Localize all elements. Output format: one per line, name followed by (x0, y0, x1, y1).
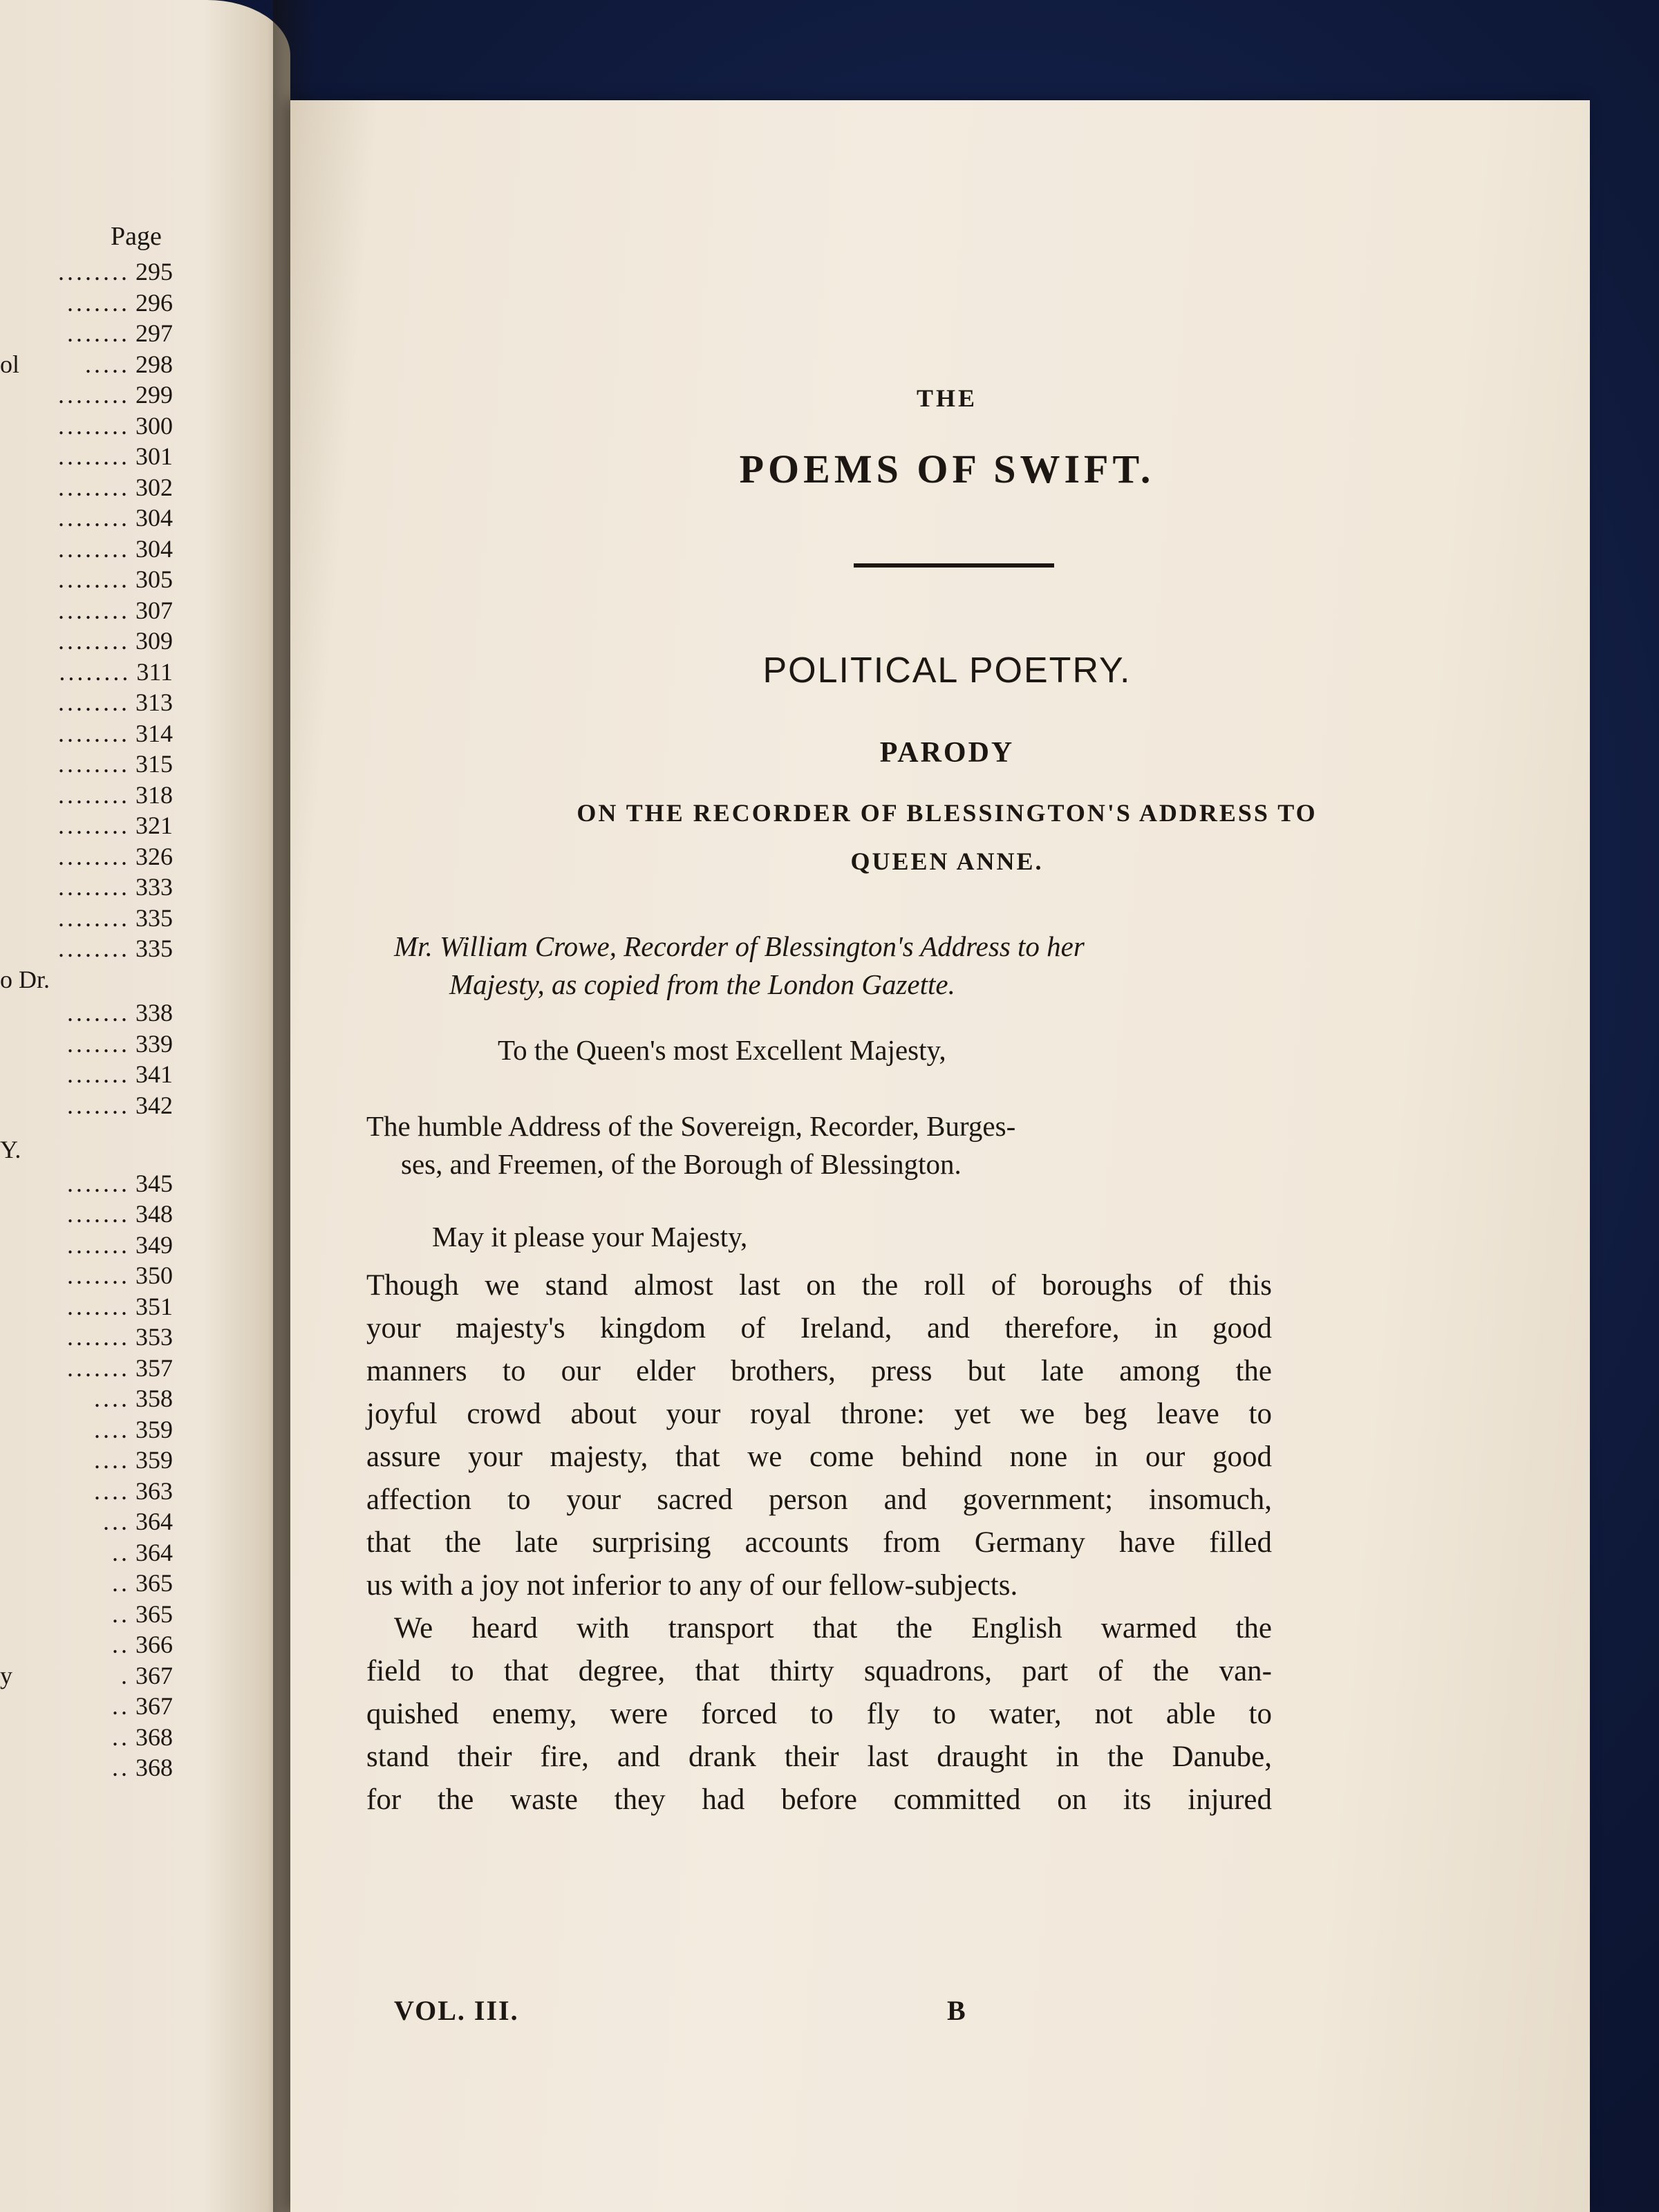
toc-page-number: 299 (135, 381, 173, 409)
toc-leader-dots: ....... (67, 1169, 130, 1197)
toc-leader-dots: ........ (58, 381, 130, 409)
toc-page-number: 367 (135, 1661, 173, 1689)
book-title: POEMS OF SWIFT. (739, 447, 1155, 491)
toc-page-number: 358 (135, 1385, 173, 1412)
toc-entry (0, 1630, 173, 1659)
toc-page-number: 353 (135, 1323, 173, 1351)
toc-leader-dots: ........ (58, 565, 130, 593)
left-page-toc (0, 0, 290, 2212)
toc-entry (0, 1292, 173, 1321)
toc-page-number: 298 (135, 350, 173, 378)
paragraph-1-line: that the late surprising accounts from Germany have filled (366, 1526, 1272, 1559)
toc-leader-dots: ... (103, 1508, 130, 1535)
toc-page-number: 309 (135, 627, 173, 655)
toc-entry (0, 288, 173, 317)
toc-leader-dots: .... (94, 1446, 130, 1474)
toc-page-number: 364 (135, 1508, 173, 1535)
toc-entry (0, 1691, 173, 1721)
toc-leader-dots: ........ (59, 657, 131, 686)
toc-entry (0, 1091, 173, 1120)
toc-leader-dots: ....... (67, 999, 130, 1027)
toc-leader-dots: ....... (67, 1230, 130, 1259)
toc-page-number: 351 (135, 1292, 173, 1320)
toc-leader-dots: ........ (58, 935, 130, 962)
toc-leader-dots: .... (94, 1415, 130, 1443)
toc-entry (0, 1169, 173, 1198)
toc-entry (0, 842, 173, 871)
toc-entry (0, 657, 173, 686)
toc-entry-prefix: y (0, 1661, 12, 1689)
toc-leader-dots: ....... (67, 1262, 130, 1289)
paragraph-2-line: We heard with transport that the English warmed the (394, 1612, 1272, 1644)
toc-entry (0, 998, 173, 1027)
humble-address-line-1: The humble Address of the Sovereign, Recorder, Burges- (366, 1110, 1016, 1142)
toc-entry (0, 749, 173, 778)
toc-entry (0, 1445, 173, 1474)
toc-page-number: 368 (135, 1754, 173, 1781)
toc-leader-dots: ........ (58, 411, 130, 440)
toc-page-number: 365 (135, 1600, 173, 1628)
toc-leader-dots: .. (112, 1631, 130, 1658)
toc-leader-dots: . (121, 1661, 130, 1689)
toc-page-number: 338 (135, 999, 173, 1027)
toc-leader-dots: ........ (58, 688, 130, 716)
toc-entry (0, 1568, 173, 1597)
toc-page-number: 335 (135, 935, 173, 962)
toc-entry (0, 596, 173, 625)
paragraph-1-line: us with a joy not inferior to any of our fellow-subjects. (366, 1569, 1018, 1602)
toc-entry (0, 1753, 173, 1782)
toc-entry (0, 1723, 173, 1752)
toc-leader-dots: .. (112, 1754, 130, 1781)
paragraph-2-line: for the waste they had before committed on its injured (366, 1783, 1272, 1816)
toc-page-number: 313 (135, 688, 173, 716)
toc-leader-dots: ....... (67, 288, 130, 317)
toc-entry (0, 411, 173, 440)
toc-fragment: o Dr. (0, 965, 50, 993)
toc-page-number: 304 (135, 504, 173, 532)
toc-leader-dots: ....... (67, 1353, 130, 1382)
paragraph-1-line: affection to your sacred person and government; insomuch, (366, 1483, 1272, 1516)
toc-page-number: 339 (135, 1029, 173, 1058)
toc-page-number: 335 (135, 903, 173, 932)
footer-signature: B (947, 1995, 966, 2026)
toc-page-number: 295 (135, 258, 173, 285)
toc-entry (0, 380, 173, 409)
toc-entry (0, 811, 173, 840)
toc-page-number: 365 (135, 1569, 173, 1597)
toc-entry (0, 442, 173, 471)
paragraph-1-line: assure your majesty, that we come behind none in our good (366, 1441, 1272, 1473)
section-title: POLITICAL POETRY. (762, 650, 1132, 691)
toc-entry (0, 872, 173, 901)
subtitle-line-2: QUEEN ANNE. (850, 847, 1044, 875)
toc-leader-dots: ........ (58, 873, 130, 901)
toc-page-number: 349 (135, 1230, 173, 1259)
footer-volume: VOL. III. (394, 1995, 519, 2026)
toc-fragment: Y. (0, 1136, 21, 1163)
toc-leader-dots: .. (112, 1538, 130, 1566)
toc-leader-dots: .. (112, 1723, 130, 1751)
toc-page-number: 305 (135, 565, 173, 593)
toc-page-number: 318 (135, 780, 173, 809)
toc-entry (0, 1261, 173, 1290)
toc-entry (0, 1353, 173, 1382)
paragraph-1-line: Though we stand almost last on the roll of boroughs of this (366, 1269, 1272, 1302)
toc-entry (0, 1538, 173, 1567)
toc-entry (0, 688, 173, 717)
toc-leader-dots: ..... (85, 350, 130, 378)
toc-page-number: 364 (135, 1538, 173, 1566)
toc-page-number: 304 (135, 534, 173, 563)
paragraph-1-line: joyful crowd about your royal throne: yet we beg leave to (366, 1398, 1272, 1430)
toc-entry (0, 1384, 173, 1413)
toc-entry (0, 1507, 173, 1536)
toc-page-number: 359 (135, 1415, 173, 1443)
toc-entry (0, 319, 173, 348)
toc-leader-dots: .... (94, 1477, 130, 1505)
toc-leader-dots: ........ (58, 812, 130, 839)
toc-entry (0, 934, 173, 963)
paragraph-1-line: manners to our elder brothers, press but late among the (366, 1355, 1272, 1387)
toc-entry (0, 350, 173, 379)
toc-page-number: 357 (135, 1353, 173, 1382)
toc-page-number: 307 (135, 596, 173, 624)
toc-page-number: 367 (135, 1692, 173, 1720)
toc-leader-dots: ....... (67, 319, 130, 347)
toc-leader-dots: ........ (58, 258, 130, 285)
parody-heading: PARODY (879, 737, 1015, 769)
toc-leader-dots: ........ (58, 534, 130, 563)
paragraph-2-line: stand their fire, and drank their last draught in the Danube, (366, 1741, 1272, 1773)
toc-leader-dots: ........ (58, 627, 130, 655)
toc-entry (0, 719, 173, 748)
toc-entry (0, 1230, 173, 1259)
toc-page-number: 366 (135, 1631, 173, 1658)
toc-entry-prefix: ol (0, 350, 20, 378)
paragraph-2-line: field to that degree, that thirty squadrons, part of the van- (366, 1655, 1272, 1687)
toc-leader-dots: ....... (67, 1029, 130, 1058)
toc-entry (0, 473, 173, 502)
toc-leader-dots: .. (112, 1692, 130, 1720)
toc-entry (0, 1477, 173, 1506)
toc-page-number: 348 (135, 1200, 173, 1228)
toc-entry (0, 780, 173, 809)
toc-page-number: 326 (135, 842, 173, 870)
toc-leader-dots: ....... (67, 1091, 130, 1119)
caption-line-1: Mr. William Crowe, Recorder of Blessington's Address to her (394, 930, 1085, 962)
toc-entry (0, 565, 173, 594)
address-to-line: To the Queen's most Excellent Majesty, (498, 1034, 946, 1066)
toc-entry (0, 903, 173, 932)
toc-leader-dots: ....... (67, 1200, 130, 1228)
toc-entry (0, 626, 173, 655)
toc-entry (0, 1415, 173, 1444)
toc-leader-dots: .. (112, 1569, 130, 1597)
toc-entry (0, 1029, 173, 1058)
toc-page-number: 363 (135, 1477, 173, 1505)
toc-entry (0, 503, 173, 532)
toc-page-number: 368 (135, 1723, 173, 1751)
toc-page-number: 296 (135, 288, 173, 317)
toc-leader-dots: ....... (67, 1060, 130, 1088)
toc-leader-dots: .. (112, 1600, 130, 1628)
toc-leader-dots: ....... (67, 1323, 130, 1351)
toc-entry (0, 1060, 173, 1089)
toc-entry (0, 534, 173, 563)
toc-leader-dots: ........ (58, 719, 130, 747)
toc-leader-dots: ........ (58, 504, 130, 532)
toc-page-number: 301 (135, 442, 173, 470)
title-rule (854, 563, 1054, 568)
toc-page-number: 297 (135, 319, 173, 347)
right-page (290, 100, 1590, 2212)
toc-page-number: 345 (135, 1169, 173, 1197)
toc-page-number: 315 (135, 750, 173, 778)
toc-page-number: 311 (136, 657, 173, 686)
toc-leader-dots: .... (94, 1385, 130, 1412)
paragraph-1-line: your majesty's kingdom of Ireland, and therefore, in good (366, 1312, 1272, 1344)
toc-page-number: 302 (135, 473, 173, 501)
toc-page-number: 333 (135, 873, 173, 901)
toc-entry (0, 1322, 173, 1351)
salutation: May it please your Majesty, (432, 1221, 748, 1253)
the-label: THE (916, 384, 978, 412)
toc-leader-dots: ........ (58, 780, 130, 809)
toc-leader-dots: ........ (58, 473, 130, 501)
paragraph-2-line: quished enemy, were forced to fly to water, not able to (366, 1698, 1272, 1730)
toc-page-header: Page (111, 222, 162, 251)
toc-entry (0, 1600, 173, 1629)
humble-address-line-2: ses, and Freemen, of the Borough of Blessington. (401, 1148, 962, 1180)
toc-entry (0, 1661, 173, 1690)
toc-page-number: 314 (135, 719, 173, 747)
toc-page-number: 359 (135, 1446, 173, 1474)
toc-leader-dots: ........ (58, 442, 130, 470)
toc-page-number: 321 (135, 812, 173, 839)
toc-leader-dots: ........ (58, 750, 130, 778)
toc-leader-dots: ....... (67, 1292, 130, 1320)
toc-leader-dots: ........ (58, 842, 130, 870)
toc-leader-dots: ........ (58, 903, 130, 932)
toc-entry (0, 257, 173, 286)
toc-leader-dots: ........ (58, 596, 130, 624)
toc-entry (0, 1199, 173, 1228)
subtitle-line-1: ON THE RECORDER OF BLESSINGTON'S ADDRESS TO (577, 799, 1318, 827)
toc-page-number: 342 (135, 1091, 173, 1119)
toc-page-number: 300 (135, 411, 173, 440)
toc-page-number: 341 (135, 1060, 173, 1088)
toc-page-number: 350 (135, 1262, 173, 1289)
caption-line-2: Majesty, as copied from the London Gazette. (449, 968, 955, 1000)
